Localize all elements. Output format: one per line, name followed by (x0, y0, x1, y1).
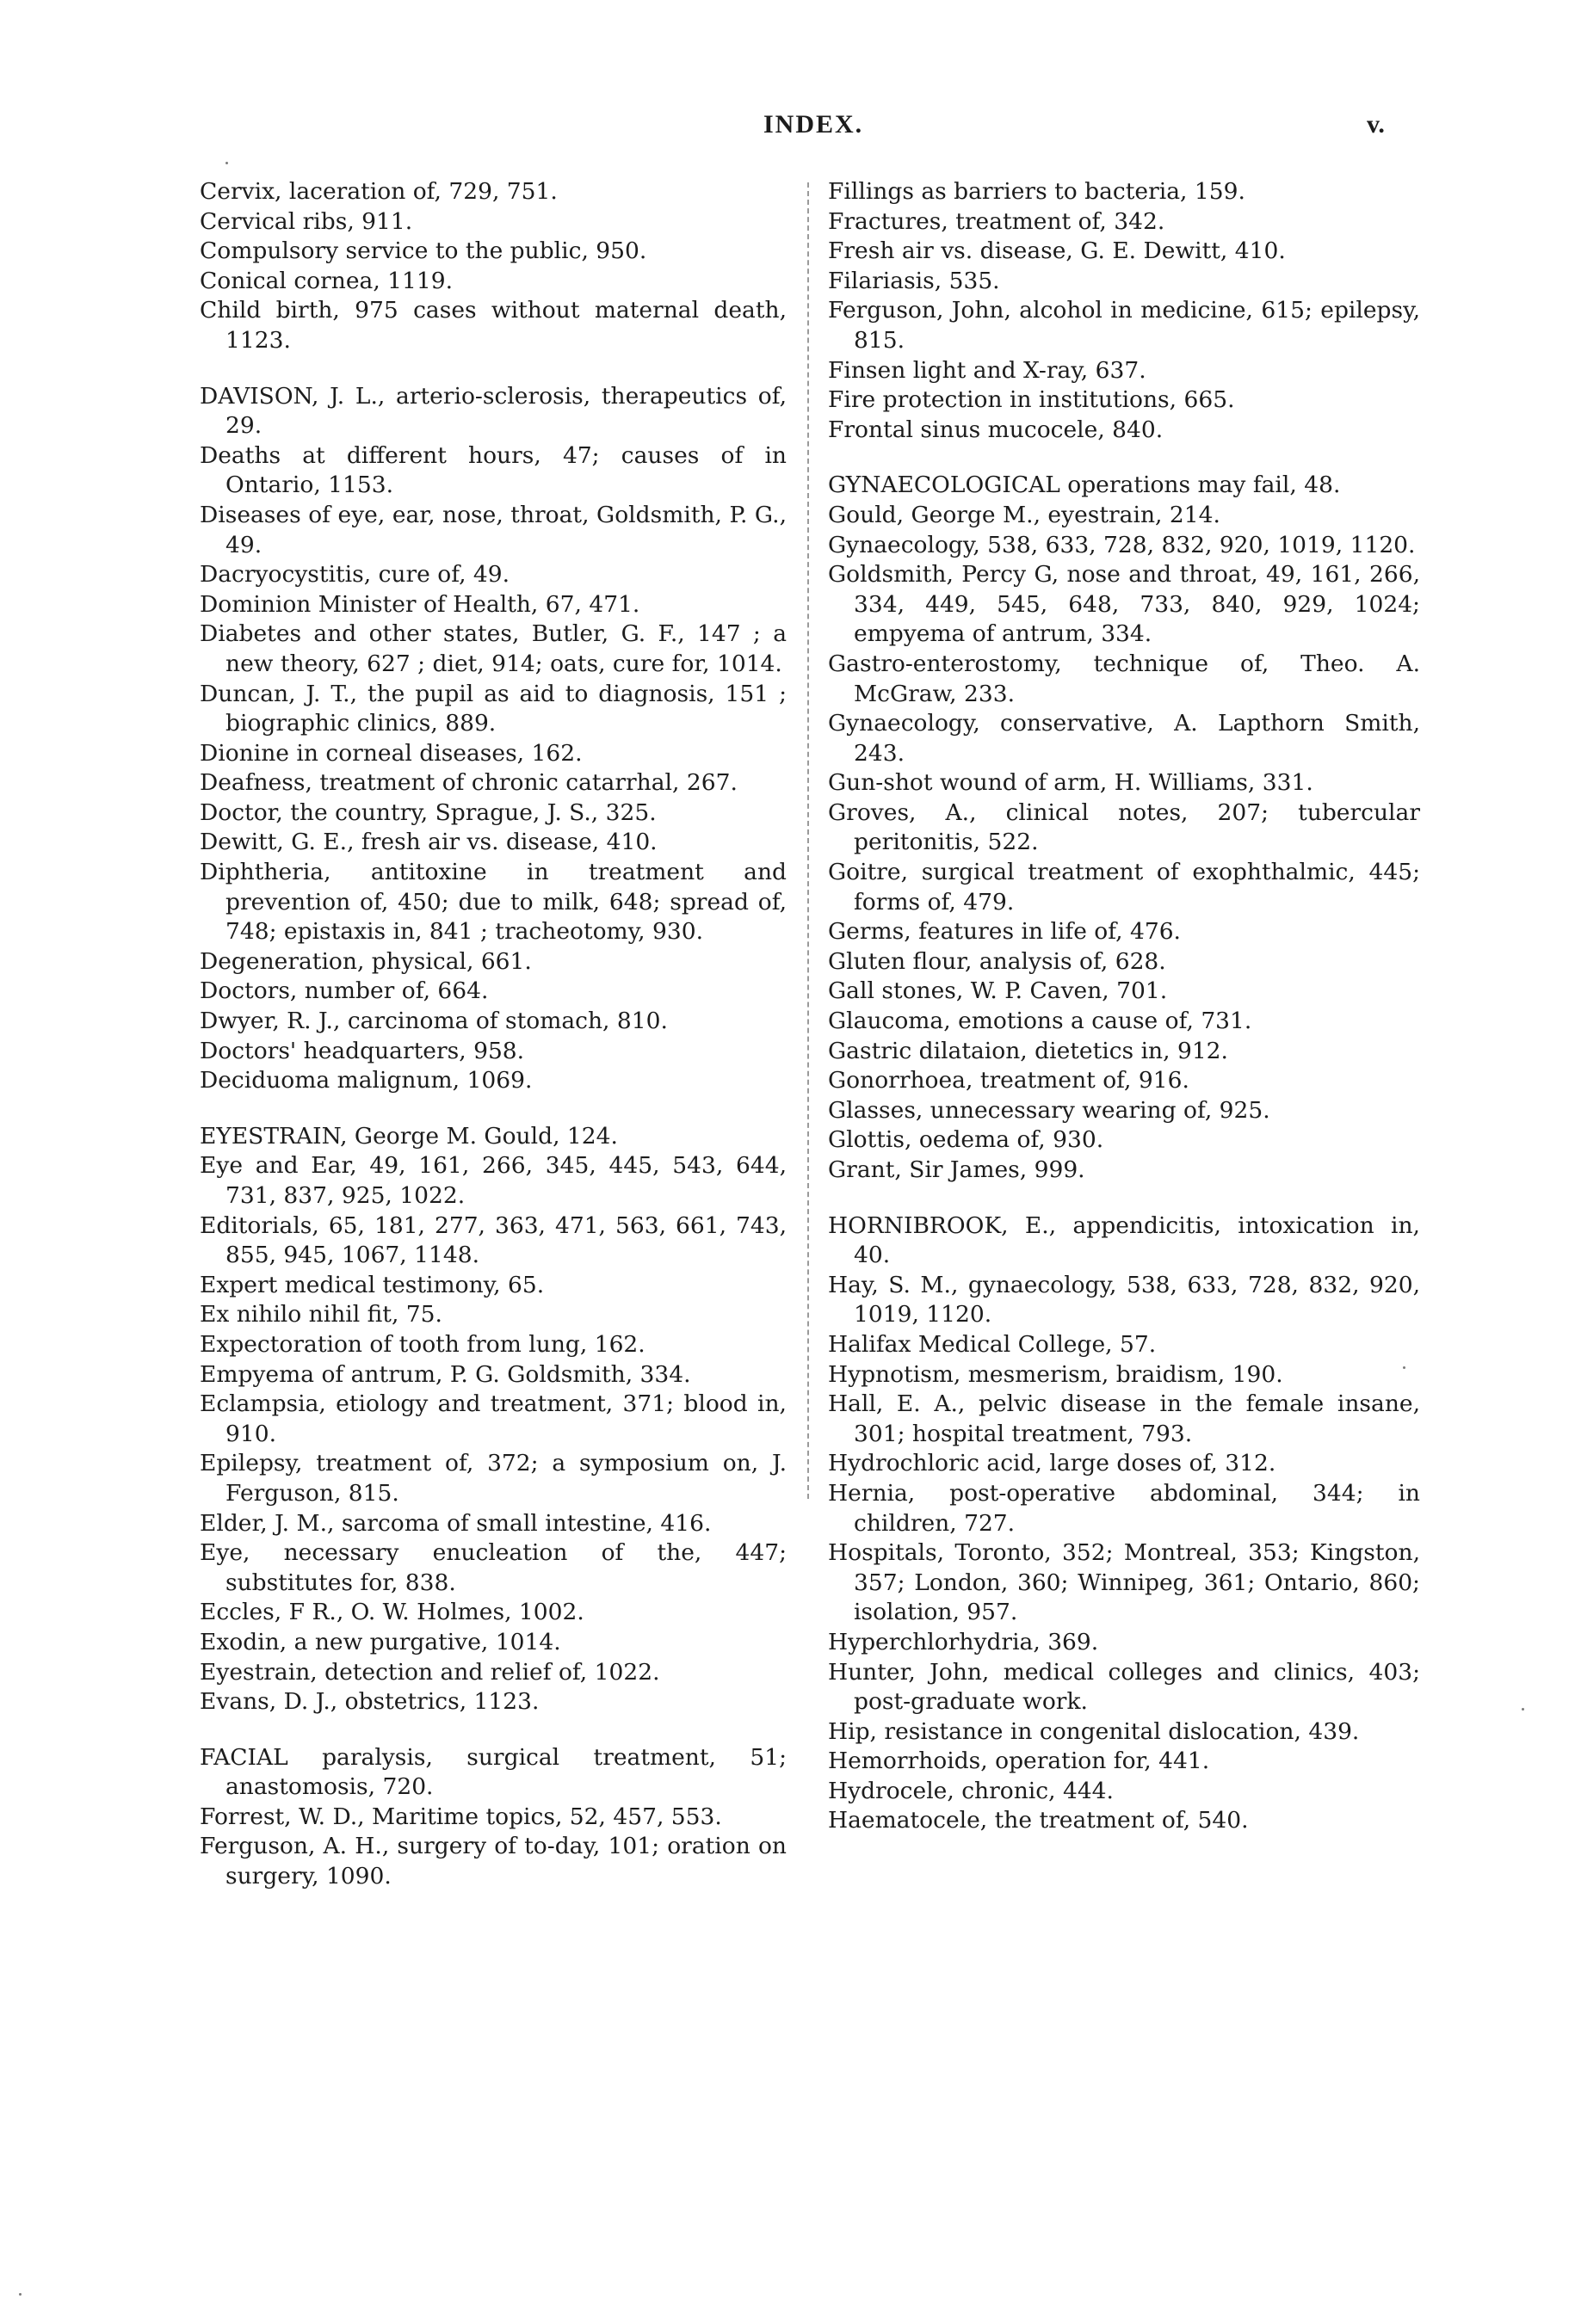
index-entry: Gun-shot wound of arm, H. Williams, 331. (828, 769, 1313, 797)
index-entry: Dominion Minister of Health, 67, 471. (200, 590, 640, 618)
index-entry: Cervix, laceration of, 729, 751. (200, 178, 558, 205)
index-entry: Dwyer, R. J., carcinoma of stomach, 810. (200, 1008, 668, 1035)
index-entry: Editorials, 65, 181, 277, 363, 471, 563, 661, 743, 855, 945, 1067, 1148. (200, 1211, 787, 1269)
index-entry: Evans, D. J., obstetrics, 1123. (200, 1688, 540, 1716)
index-entry: Hunter, John, medical colleges and clinics, 403; post-graduate work. (828, 1658, 1420, 1716)
scan-speck (1522, 1708, 1524, 1711)
index-entry: Hydrochloric acid, large doses of, 312. (828, 1450, 1276, 1477)
page-number: v. (1367, 110, 1385, 139)
index-entry: Elder, J. M., sarcoma of small intestine, 416. (200, 1509, 712, 1537)
index-entry: Fire protection in institutions, 665. (828, 386, 1235, 414)
index-entry: Fractures, treatment of, 342. (828, 207, 1165, 235)
index-entry: Gould, George M., eyestrain, 214. (828, 501, 1220, 528)
index-entry: Diseases of eye, ear, nose, throat, Goldsmith, P. G., 49. (200, 501, 787, 558)
index-entry: Hyperchlorhydria, 369. (828, 1628, 1099, 1655)
index-entry: Gynaecology, conservative, A. Lapthorn Smith, 243. (828, 710, 1420, 767)
index-entry: Hypnotism, mesmerism, braidism, 190. (828, 1360, 1283, 1388)
right-column (828, 177, 1420, 1836)
index-entry: FACIAL paralysis, surgical treatment, 51; anastomosis, 720. (200, 1743, 787, 1801)
index-entry: Goitre, surgical treatment of exophthalmic, 445; forms of, 479. (828, 859, 1420, 915)
index-entry: EYESTRAIN, George M. Gould, 124. (200, 1122, 618, 1150)
index-entry: Gluten flour, analysis of, 628. (828, 947, 1166, 975)
left-column (200, 177, 787, 1892)
index-entry: Eye and Ear, 49, 161, 266, 345, 445, 543, 644, 731, 837, 925, 1022. (200, 1152, 787, 1209)
index-entry: Deafness, treatment of chronic catarrhal, 267. (200, 769, 738, 797)
index-entry: Germs, features in life of, 476. (828, 918, 1181, 946)
index-entry: Glottis, oedema of, 930. (828, 1126, 1104, 1154)
index-entry: Doctors' headquarters, 958. (200, 1037, 525, 1064)
index-entry: Goldsmith, Percy G, nose and throat, 49, 161, 266, 334, 449, 545, 648, 733, 840, 929, 1024; empyema of antrum, 334. (828, 561, 1420, 648)
index-entry: Dewitt, G. E., fresh air vs. disease, 410. (200, 829, 658, 856)
index-entry: Empyema of antrum, P. G. Goldsmith, 334. (200, 1360, 691, 1388)
index-entry: Eye, necessary enucleation of the, 447; substitutes for, 838. (200, 1539, 787, 1596)
scan-speck (1403, 1366, 1405, 1369)
index-entry: Deciduoma malignum, 1069. (200, 1067, 533, 1094)
index-entry: Halifax Medical College, 57. (828, 1330, 1157, 1358)
index-entry: HORNIBROOK, E., appendicitis, intoxication in, 40. (828, 1211, 1420, 1269)
index-entry: Expert medical testimony, 65. (200, 1271, 545, 1298)
index-entry: GYNAECOLOGICAL operations may fail, 48. (828, 472, 1341, 499)
index-entry: Glasses, unnecessary wearing of, 925. (828, 1096, 1270, 1124)
index-entry: Diabetes and other states, Butler, G. F., 147 ; a new theory, 627 ; diet, 914; oats, cure for, 1014. (200, 620, 787, 677)
index-entry: DAVISON, J. L., arterio-sclerosis, therapeutics of, 29. (200, 382, 787, 440)
index-entry: Finsen light and X-ray, 637. (828, 356, 1146, 384)
index-entry: Gonorrhoea, treatment of, 916. (828, 1067, 1189, 1094)
index-entry: Hernia, post-operative abdominal, 344; in children, 727. (828, 1479, 1420, 1537)
index-entry: Fillings as barriers to bacteria, 159. (828, 178, 1245, 205)
index-entry: Compulsory service to the public, 950. (200, 237, 647, 265)
index-entry: Diphtheria, antitoxine in treatment and prevention of, 450; due to milk, 648; spread of, 748; epistaxis in, 841 ; tracheotomy, 930. (200, 859, 787, 946)
scan-speck (19, 2293, 22, 2296)
index-entry: Eyestrain, detection and relief of, 1022. (200, 1658, 660, 1686)
index-entry: Dacryocystitis, cure of, 49. (200, 561, 510, 589)
index-entry: Hospitals, Toronto, 352; Montreal, 353; Kingston, 357; London, 360; Winnipeg, 361; Ontario, 860; isolation, 957. (828, 1539, 1420, 1626)
index-entry: Ferguson, John, alcohol in medicine, 615; epilepsy, 815. (828, 297, 1420, 354)
index-entry: Hay, S. M., gynaecology, 538, 633, 728, 832, 920, 1019, 1120. (828, 1271, 1420, 1328)
index-entry: Frontal sinus mucocele, 840. (828, 416, 1164, 443)
index-entry: Conical cornea, 1119. (200, 267, 454, 294)
index-entry: Haematocele, the treatment of, 540. (828, 1807, 1249, 1834)
index-entry: Glaucoma, emotions a cause of, 731. (828, 1008, 1252, 1035)
index-entry: Duncan, J. T., the pupil as aid to diagnosis, 151 ; biographic clinics, 889. (200, 680, 787, 737)
index-entry: Dionine in corneal diseases, 162. (200, 739, 583, 767)
index-entry: Expectoration of tooth from lung, 162. (200, 1330, 645, 1358)
column-divider (807, 182, 809, 1499)
index-entry: Degeneration, physical, 661. (200, 947, 532, 975)
index-entry: Hydrocele, chronic, 444. (828, 1777, 1114, 1804)
index-title: INDEX. (763, 110, 864, 139)
index-entry: Doctor, the country, Sprague, J. S., 325. (200, 798, 657, 826)
index-entry: Ferguson, A. H., surgery of to-day, 101; oration on surgery, 1090. (200, 1833, 787, 1890)
index-entry: Hall, E. A., pelvic disease in the female insane, 301; hospital treatment, 793. (828, 1390, 1420, 1447)
index-entry: Cervical ribs, 911. (200, 207, 413, 235)
scan-speck (225, 162, 228, 164)
index-entry: Fresh air vs. disease, G. E. Dewitt, 410. (828, 237, 1286, 265)
index-entry: Grant, Sir James, 999. (828, 1156, 1085, 1183)
index-entry: Child birth, 975 cases without maternal death, 1123. (200, 297, 787, 354)
index-entry: Gastric dilataion, dietetics in, 912. (828, 1037, 1228, 1064)
index-entry: Exodin, a new purgative, 1014. (200, 1628, 561, 1655)
index-entry: Ex nihilo nihil fit, 75. (200, 1301, 442, 1328)
index-entry: Gynaecology, 538, 633, 728, 832, 920, 1019, 1120. (828, 531, 1416, 558)
index-entry: Forrest, W. D., Maritime topics, 52, 457, 553. (200, 1803, 722, 1830)
index-entry: Groves, A., clinical notes, 207; tubercular peritonitis, 522. (828, 798, 1420, 856)
index-entry: Epilepsy, treatment of, 372; a symposium on, J. Ferguson, 815. (200, 1450, 787, 1507)
index-entry: Gall stones, W. P. Caven, 701. (828, 977, 1168, 1005)
running-head (0, 110, 1575, 145)
index-entry: Eccles, F R., O. W. Holmes, 1002. (200, 1599, 584, 1626)
index-entry: Eclampsia, etiology and treatment, 371; blood in, 910. (200, 1390, 787, 1447)
index-entry: Hip, resistance in congenital dislocation, 439. (828, 1717, 1360, 1745)
index-entry: Deaths at different hours, 47; causes of in Ontario, 1153. (200, 441, 787, 499)
index-entry: Filariasis, 535. (828, 267, 1000, 294)
index-entry: Doctors, number of, 664. (200, 977, 489, 1005)
index-entry: Gastro-enterostomy, technique of, Theo. A. McGraw, 233. (828, 650, 1420, 707)
index-entry: Hemorrhoids, operation for, 441. (828, 1748, 1210, 1775)
